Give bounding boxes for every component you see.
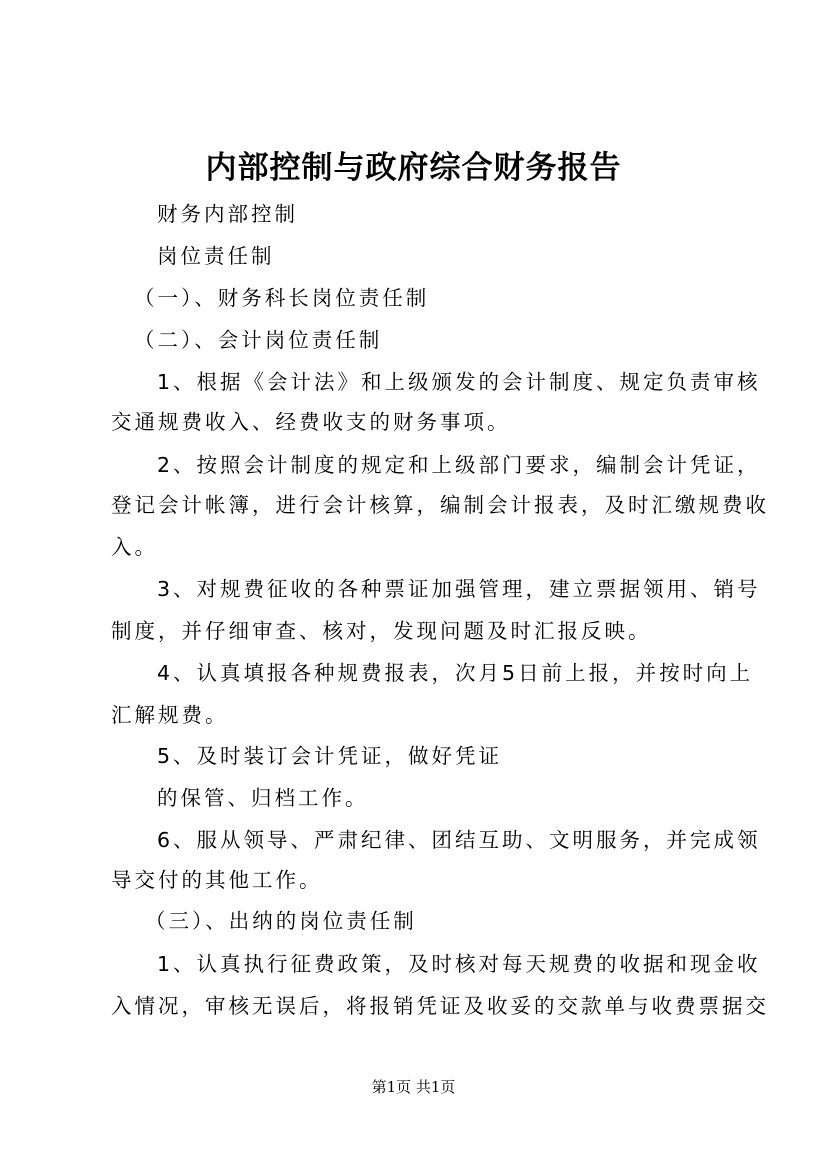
paragraph-line: 3、对规费征收的各种票证加强管理，建立票据领用、销号 [157, 577, 761, 601]
paragraph-line: 入。 [111, 535, 158, 559]
paragraph-line: 4、认真填报各种规费报表，次月5日前上报，并按时向上 [157, 661, 754, 685]
paragraph-line: 登记会计帐簿，进行会计核算，编制会计报表，及时汇缴规费收 [111, 493, 769, 517]
paragraph-line: 1、认真执行征费政策，及时核对每天规费的收据和现金收 [157, 952, 761, 976]
paragraph-line: 6、服从领导、严肃纪律、团结互助、文明服务，并完成领 [157, 828, 761, 852]
heading-section-2: （二）、会计岗位责任制 [134, 328, 383, 352]
paragraph-line: 5、及时装订会计凭证，做好凭证 [157, 744, 503, 768]
paragraph-line: 1、根据《会计法》和上级颁发的会计制度、规定负责审核 [157, 370, 761, 394]
heading-responsibility-system: 岗位责任制 [157, 244, 275, 268]
paragraph-line: 交通规费收入、经费收支的财务事项。 [111, 410, 511, 434]
paragraph-line: 入情况，审核无误后，将报销凭证及收妥的交款单与收费票据交 [111, 994, 769, 1018]
document-title: 内部控制与政府综合财务报告 [205, 150, 622, 186]
paragraph-line: 导交付的其他工作。 [111, 868, 323, 892]
heading-internal-control: 财务内部控制 [157, 202, 298, 226]
heading-section-1: （一）、财务科长岗位责任制 [134, 286, 430, 310]
heading-section-3: （三）、出纳的岗位责任制 [145, 909, 417, 933]
page-footer: 第1页 共1页 [371, 1078, 456, 1096]
paragraph-line: 2、按照会计制度的规定和上级部门要求，编制会计凭证， [157, 453, 761, 477]
paragraph-line: 的保管、归档工作。 [157, 786, 369, 810]
paragraph-line: 制度，并仔细审查、核对，发现问题及时汇报反映。 [111, 619, 652, 643]
paragraph-line: 汇解规费。 [111, 703, 229, 727]
